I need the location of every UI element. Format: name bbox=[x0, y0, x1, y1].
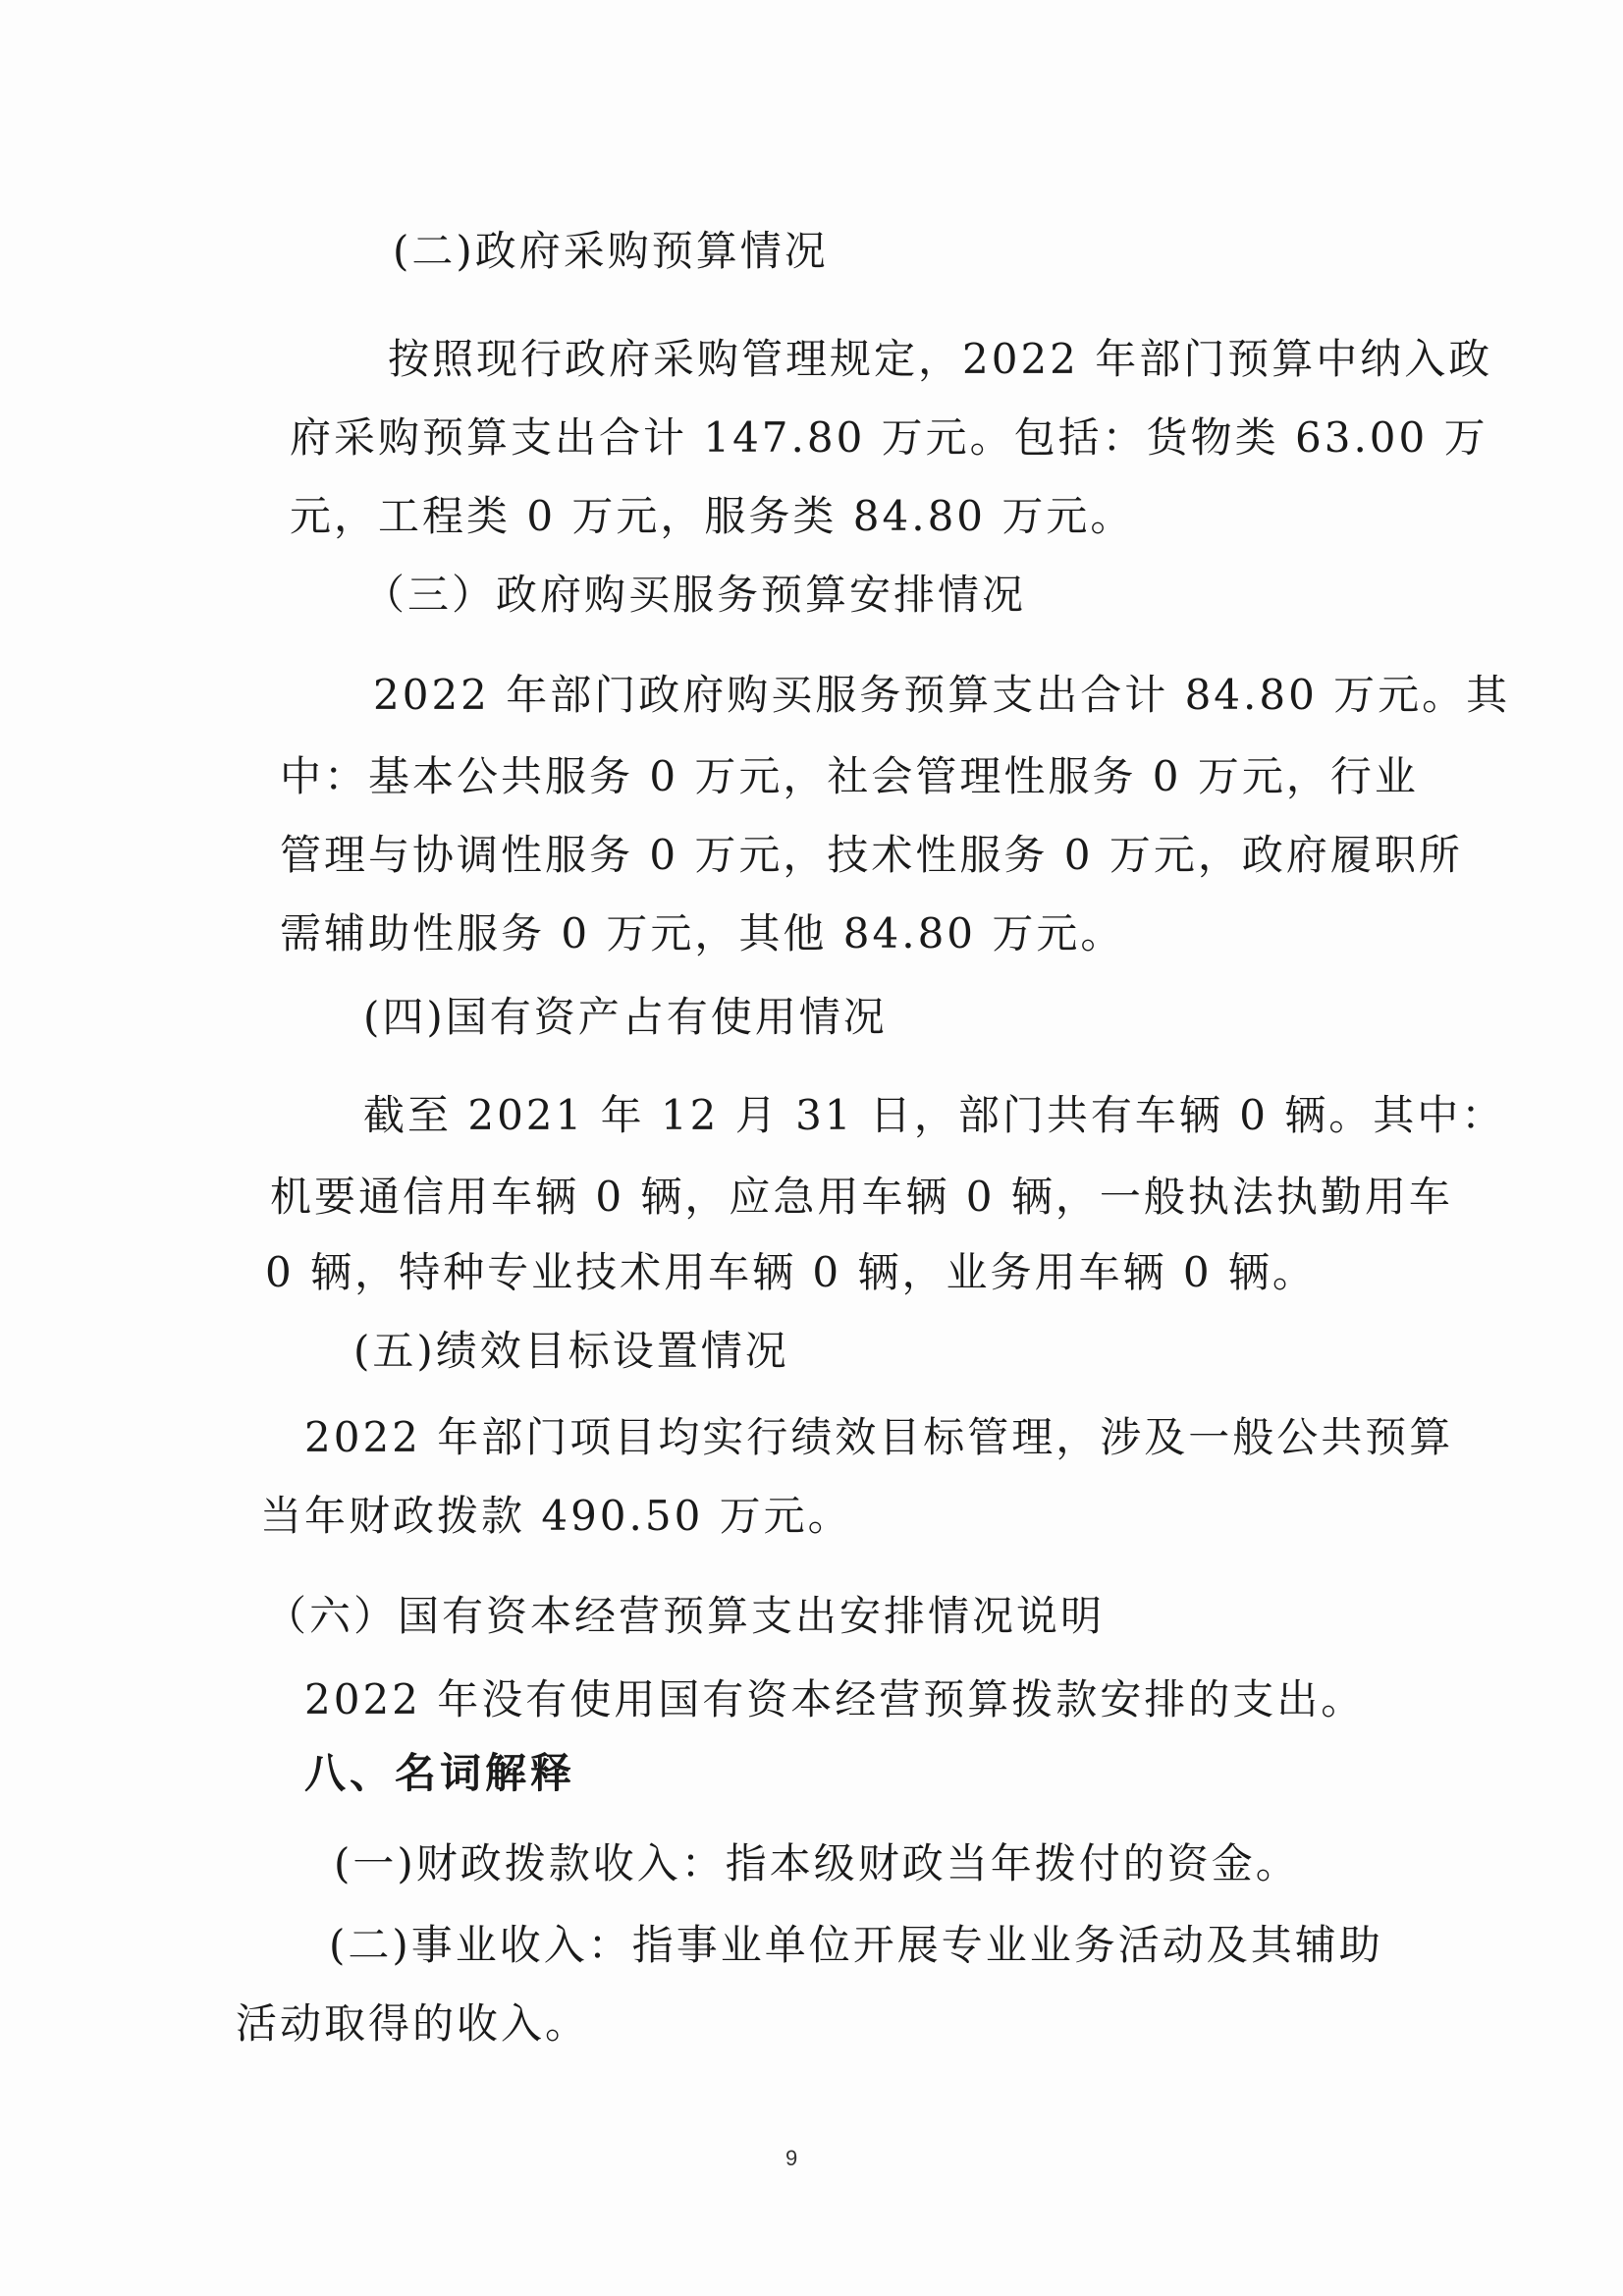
paragraph-line: 府采购预算支出合计 147.80 万元。包括：货物类 63.00 万 bbox=[290, 413, 1488, 462]
definition-line: (二)事业收入：指事业单位开展专业业务活动及其辅助 bbox=[329, 1921, 1383, 1969]
section-title: （三）政府购买服务预算安排情况 bbox=[363, 571, 1027, 619]
paragraph-line: 按照现行政府采购管理规定，2022 年部门预算中纳入政 bbox=[388, 335, 1493, 383]
section-title: (五)绩效目标设置情况 bbox=[353, 1327, 789, 1375]
definition-line: 活动取得的收入。 bbox=[236, 1999, 590, 2048]
paragraph-line: 当年财政拨款 490.50 万元。 bbox=[260, 1492, 852, 1540]
paragraph-line: 2022 年部门政府购买服务预算支出合计 84.80 万元。其 bbox=[373, 671, 1511, 719]
paragraph-line: 中：基本公共服务 0 万元，社会管理性服务 0 万元，行业 bbox=[280, 752, 1419, 800]
paragraph-line: 机要通信用车辆 0 辆，应急用车辆 0 辆，一般执法执勤用车 bbox=[270, 1173, 1453, 1221]
paragraph-line: 截至 2021 年 12 月 31 日，部门共有车辆 0 辆。其中： bbox=[363, 1091, 1506, 1139]
chapter-heading: 八、名词解释 bbox=[304, 1749, 576, 1797]
definition-line: (一)财政拨款收入：指本级财政当年拨付的资金。 bbox=[334, 1839, 1300, 1887]
paragraph-line: 管理与协调性服务 0 万元，技术性服务 0 万元，政府履职所 bbox=[280, 831, 1463, 879]
section-title: (二)政府采购预算情况 bbox=[393, 227, 829, 275]
section-title: （六）国有资本经营预算支出安排情况说明 bbox=[265, 1592, 1106, 1640]
page-number: 9 bbox=[785, 2146, 798, 2170]
paragraph-line: 0 辆，特种专业技术用车辆 0 辆，业务用车辆 0 辆。 bbox=[265, 1248, 1317, 1296]
paragraph-line: 元，工程类 0 万元，服务类 84.80 万元。 bbox=[290, 492, 1135, 540]
paragraph-line: 2022 年没有使用国有资本经营预算拨款安排的支出。 bbox=[304, 1675, 1366, 1723]
paragraph-line: 2022 年部门项目均实行绩效目标管理，涉及一般公共预算 bbox=[304, 1413, 1454, 1461]
paragraph-line: 需辅助性服务 0 万元，其他 84.80 万元。 bbox=[280, 909, 1125, 957]
section-title: (四)国有资产占有使用情况 bbox=[363, 993, 888, 1041]
